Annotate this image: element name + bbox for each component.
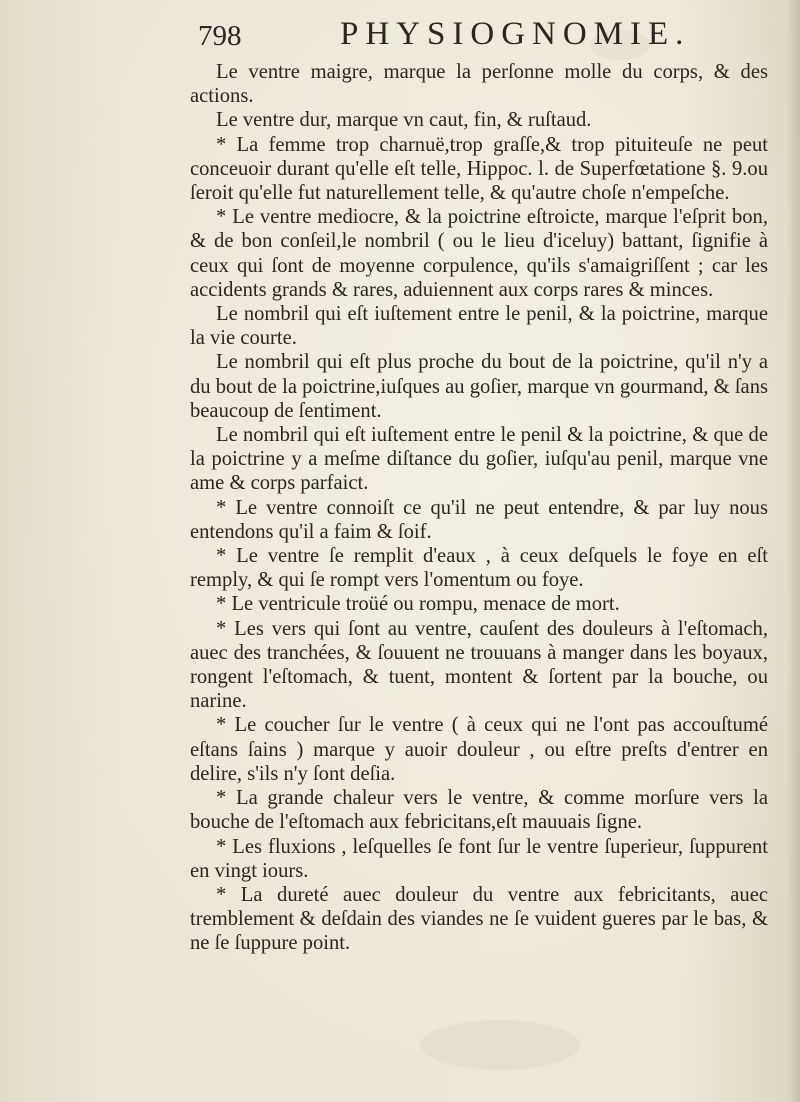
paragraph: Le nombril qui eſt plus proche du bout de la poictrine, qu'il n'y a du bout de la poictrine,iuſques au goſier, marque vn gourmand, & ſans beaucoup de ſentiment. (190, 351, 768, 422)
paragraph: * La grande chaleur vers le ventre, & comme morſure vers la bouche de l'eſtomach aux febricitans,eſt mauuais ſigne. (190, 787, 768, 834)
paragraph: * Les vers qui ſont au ventre, cauſent des douleurs à l'eſtomach, auec des tranchées, & ſouuent ne trouuans à manger dans les boyaux, rongent l'eſtomach, & tuent, montent & ſortent par la bouche, ou narine. (190, 617, 768, 713)
paragraph: Le ventre dur, marque vn caut, fin, & ruſtaud. (216, 109, 592, 132)
page-title: PHYSIOGNOMIE. (340, 16, 691, 52)
paragraph: * Le ventre connoiſt ce qu'il ne peut entendre, & par luy nous entendons qu'il a faim & ſoif. (190, 496, 768, 543)
paragraph: * Le ventricule troüé ou rompu, menace de mort. (216, 593, 620, 616)
paragraph: Le nombril qui eſt iuſtement entre le penil, & la poictrine, marque la vie courte. (190, 303, 768, 350)
paragraph: * Le coucher ſur le ventre ( à ceux qui ne l'ont pas accouſtumé eſtans ſains ) marque y auoir douleur , ou eſtre preſts d'entrer en delire, s'ils n'y ſont deſia. (190, 714, 768, 785)
page-number: 798 (198, 20, 242, 52)
paragraph: Le nombril qui eſt iuſtement entre le penil & la poictrine, & que de la poictrine y a meſme diſtance du goſier, iuſqu'au penil, marque vne ame & corps parfaict. (190, 424, 768, 495)
paragraph: * La femme trop charnuë,trop graſſe,& trop pituiteuſe ne peut conceuoir durant qu'elle eſt telle, Hippoc. l. de Superfœtatione §. 9.ou ſeroit qu'elle fut naturellement telle, & qu'autre choſe n'empeſche. (190, 133, 768, 205)
paragraph: * Le ventre ſe remplit d'eaux , à ceux deſquels le foye en eſt remply, & qui ſe rompt vers l'omentum ou foye. (190, 545, 768, 592)
paragraph: * Le ventre mediocre, & la poictrine eſtroicte, marque l'eſprit bon, & de bon conſeil,le nombril ( ou le lieu d'iceluy) battant, ſignifie à ceux qui ſont de moyenne corpulence, qu'ils s'amaigriſſent ; car les accidents grands & rares, aduiennent aux corps rares & minces. (190, 206, 768, 301)
paper-stain (420, 1020, 580, 1070)
page-edge-shadow (786, 0, 800, 1102)
paragraph: * Les fluxions , leſquelles ſe font ſur le ventre ſuperieur, ſuppurent en vingt iours. (190, 835, 768, 882)
paragraph: Le ventre maigre, marque la perſonne molle du corps, & des actions. (190, 61, 768, 108)
body-text (190, 60, 768, 956)
running-head (140, 14, 700, 60)
paragraph: * La dureté auec douleur du ventre aux febricitants, auec tremblement & deſdain des viandes ne ſe vuident gueres par le bas, & ne ſe ſuppure point. (190, 883, 768, 955)
